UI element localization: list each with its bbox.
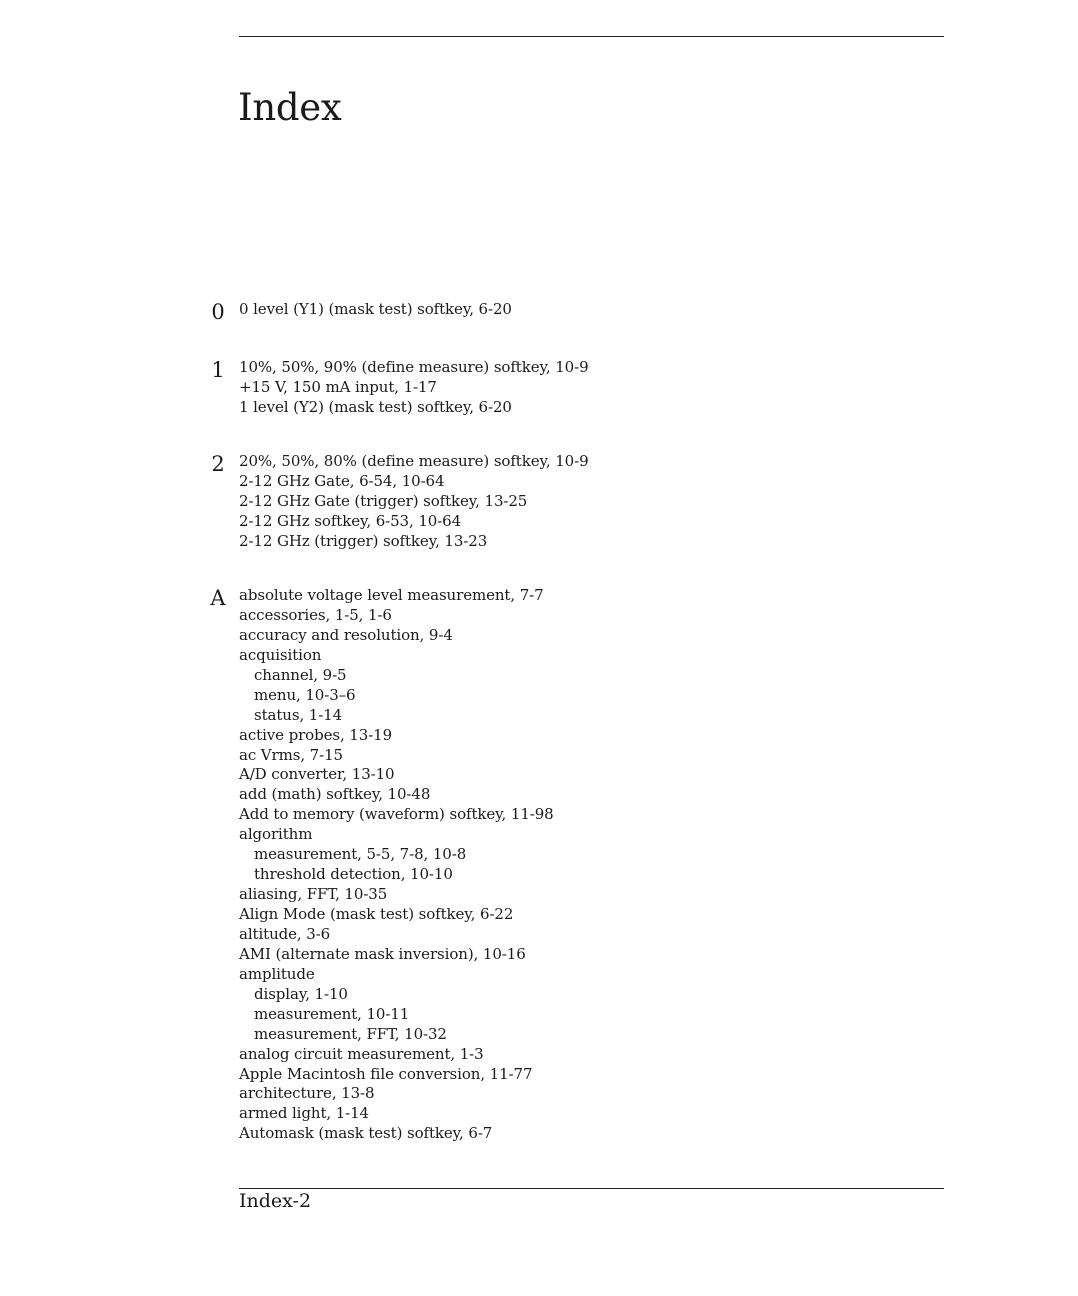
section-letter: A — [210, 586, 226, 610]
index-entry: 10%, 50%, 90% (define measure) softkey, 10-9 — [239, 358, 589, 376]
entry-list — [239, 358, 589, 418]
section-letter: 1 — [211, 358, 225, 382]
section-letter: 2 — [211, 452, 225, 476]
index-entry: AMI (alternate mask inversion), 10-16 — [239, 944, 526, 963]
index-entry: Apple Macintosh file conversion, 11-77 — [239, 1064, 533, 1083]
index-subentry: channel, 9-5 — [254, 665, 347, 684]
index-entry: absolute voltage level measurement, 7-7 — [239, 586, 544, 604]
index-entry: accuracy and resolution, 9-4 — [239, 625, 453, 644]
index-subentry: status, 1-14 — [254, 705, 343, 724]
index-entry: analog circuit measurement, 1-3 — [239, 1044, 484, 1063]
index-entry: amplitude — [239, 964, 315, 983]
index-entry: 2-12 GHz Gate, 6-54, 10-64 — [239, 471, 445, 490]
index-entry: algorithm — [239, 825, 313, 844]
index-subentry: display, 1-10 — [254, 984, 348, 1003]
index-entry: Add to memory (waveform) softkey, 11-98 — [239, 805, 554, 824]
index-entry: ac Vrms, 7-15 — [239, 745, 343, 764]
index-entry: Automask (mask test) softkey, 6-7 — [239, 1124, 493, 1143]
index-entry: 1 level (Y2) (mask test) softkey, 6-20 — [239, 397, 512, 416]
index-entry: aliasing, FFT, 10-35 — [239, 885, 388, 904]
index-entry: 2-12 GHz softkey, 6-53, 10-64 — [239, 511, 462, 530]
entry-list — [239, 586, 554, 1144]
index-entry: accessories, 1-5, 1-6 — [239, 605, 392, 624]
index-entry: armed light, 1-14 — [239, 1104, 370, 1123]
top-rule — [239, 36, 944, 37]
entry-list — [239, 300, 512, 320]
index-entry: altitude, 3-6 — [239, 924, 331, 943]
index-subentry: measurement, 10-11 — [254, 1004, 410, 1023]
index-entry: architecture, 13-8 — [239, 1084, 375, 1103]
index-entry: 2-12 GHz (trigger) softkey, 13-23 — [239, 531, 488, 550]
index-entry: active probes, 13-19 — [239, 725, 393, 744]
page-number: Index-2 — [239, 1190, 312, 1212]
entry-list — [239, 452, 589, 552]
index-entry: +15 V, 150 mA input, 1-17 — [239, 377, 437, 396]
page-title: Index — [238, 86, 342, 129]
section-letter: 0 — [211, 300, 225, 324]
index-entry: Align Mode (mask test) softkey, 6-22 — [239, 905, 514, 923]
index-entry: add (math) softkey, 10-48 — [239, 785, 431, 804]
index-subentry: measurement, 5-5, 7-8, 10-8 — [254, 845, 467, 864]
index-entry: acquisition — [239, 645, 322, 664]
bottom-rule — [239, 1188, 944, 1189]
index-entry: A/D converter, 13-10 — [239, 765, 395, 784]
index-entry: 20%, 50%, 80% (define measure) softkey, 10-9 — [239, 452, 589, 470]
index-subentry: menu, 10-3–6 — [254, 685, 356, 704]
index-entry: 2-12 GHz Gate (trigger) softkey, 13-25 — [239, 491, 528, 510]
index-subentry: threshold detection, 10-10 — [254, 865, 453, 884]
index-subentry: measurement, FFT, 10-32 — [254, 1024, 447, 1043]
index-entry: 0 level (Y1) (mask test) softkey, 6-20 — [239, 300, 512, 318]
